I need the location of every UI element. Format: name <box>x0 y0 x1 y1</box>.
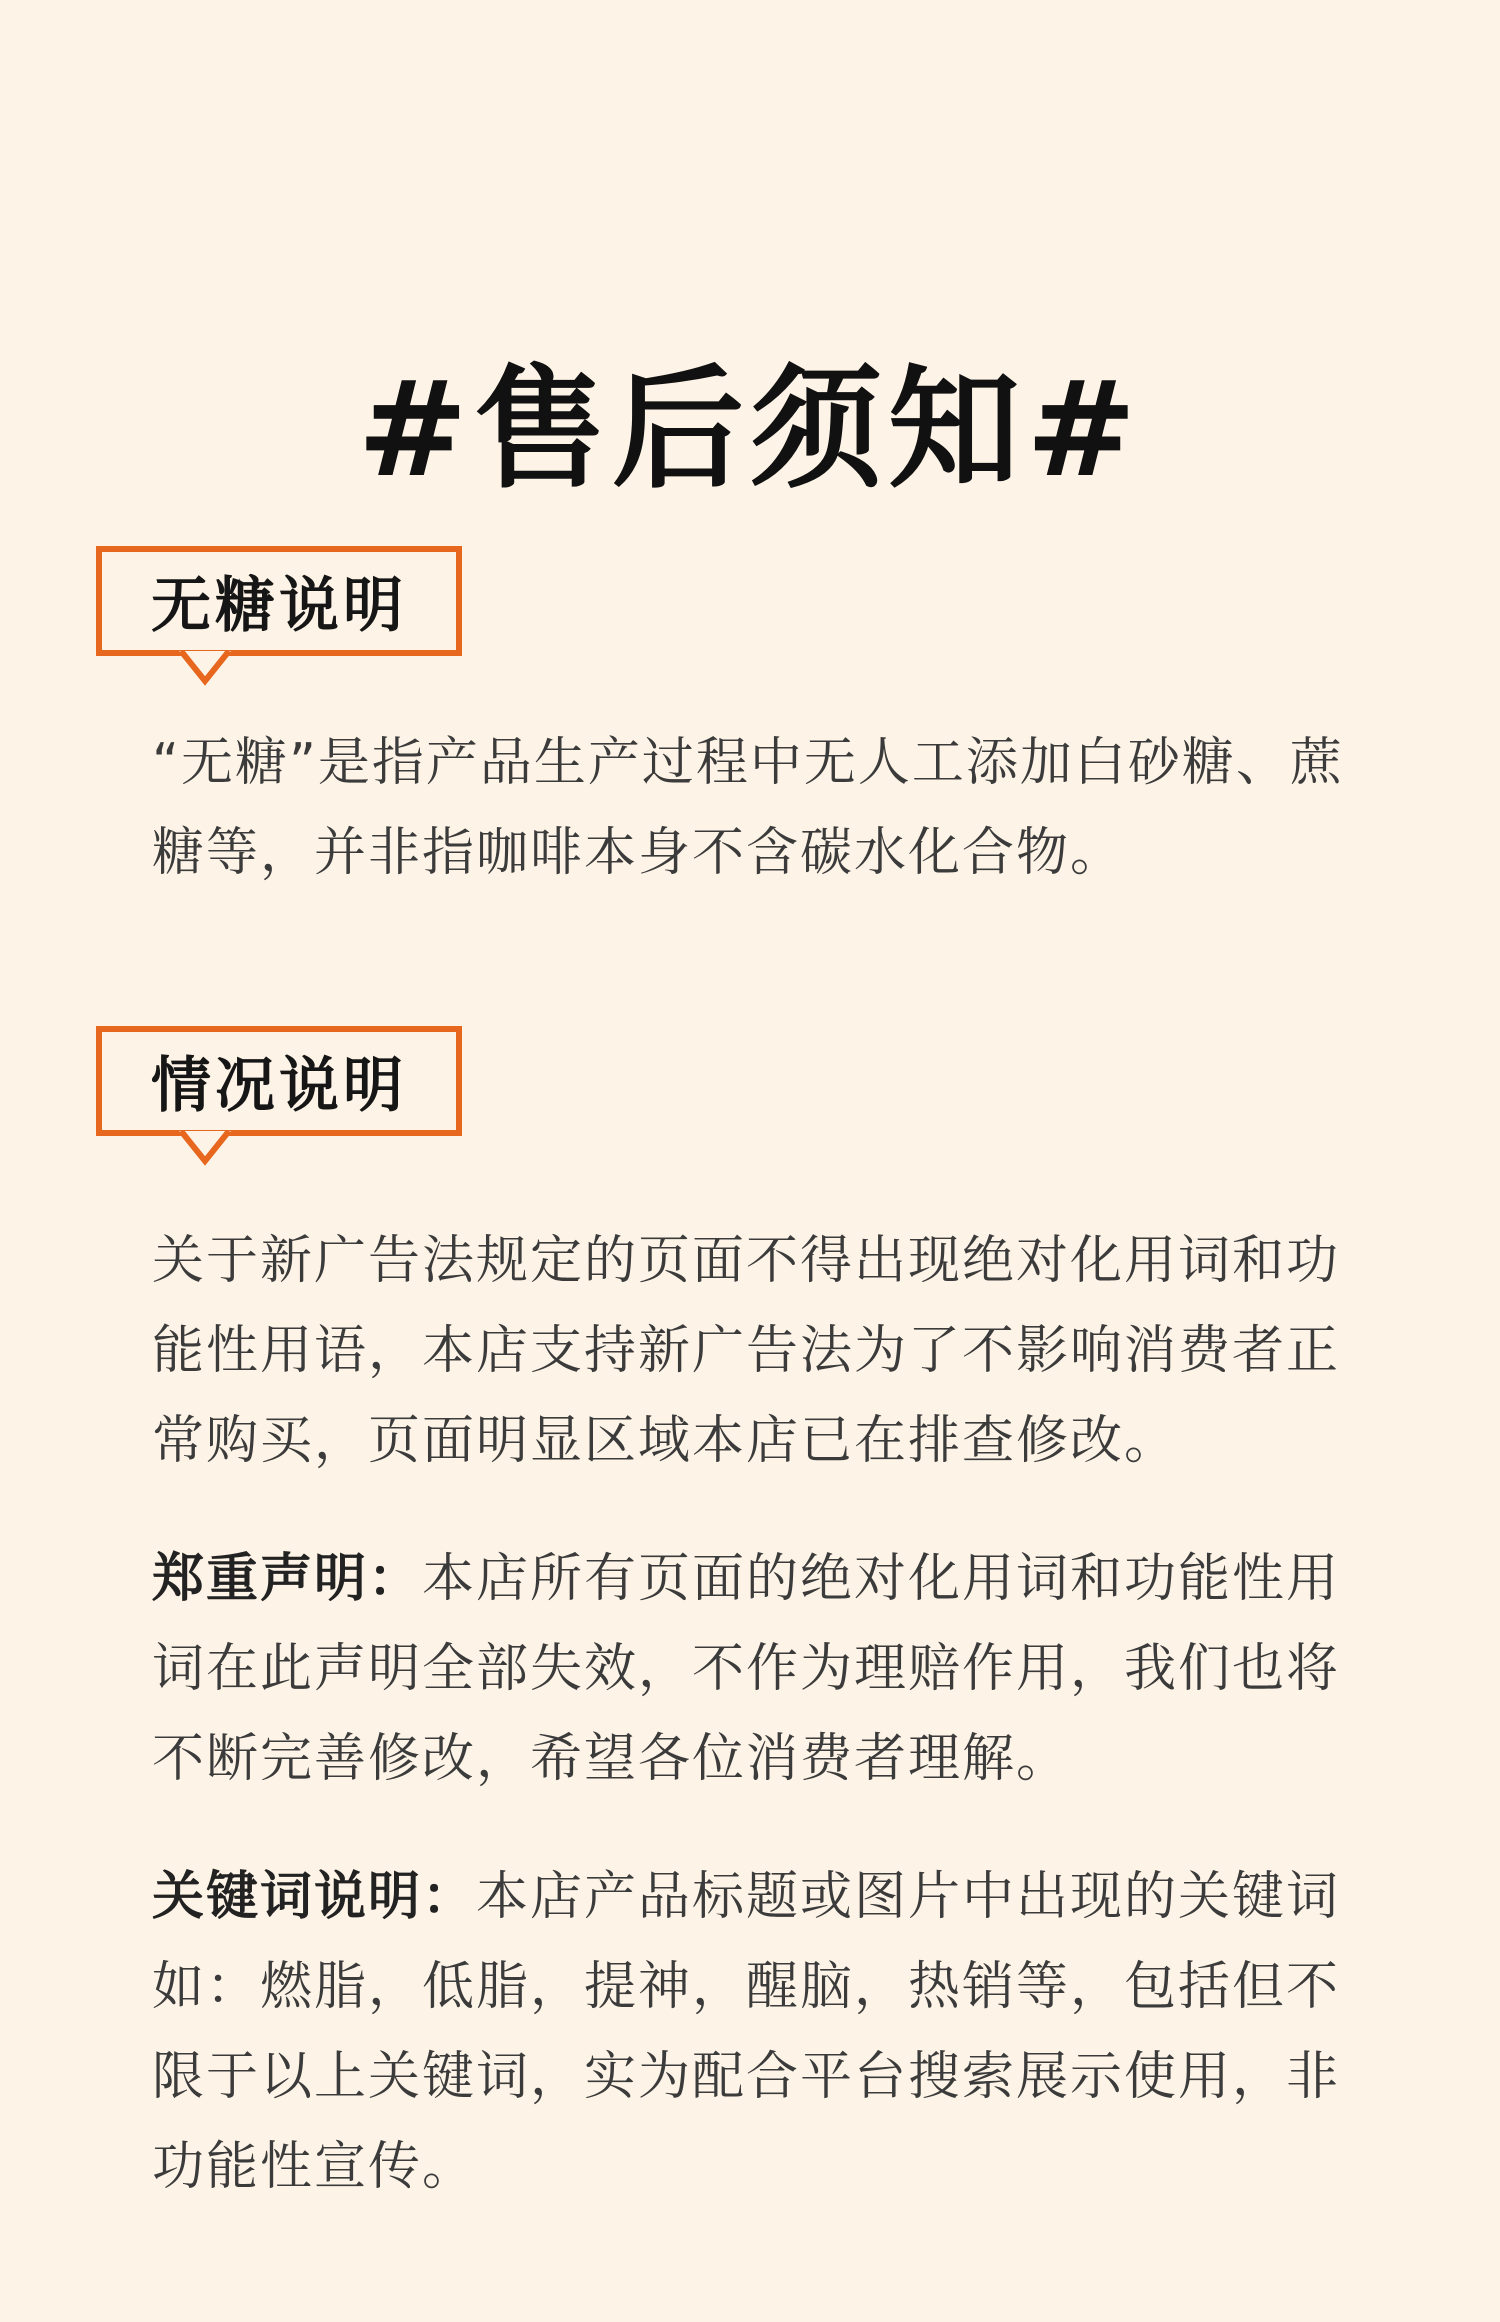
paragraph-text: 本店产品标题或图片中出现的关键词如：燃脂，低脂，提神，醒脑，热销等，包括但不限于以上关键词，实为配合平台搜索展示使用，非功能性宣传。 <box>152 1867 1341 2197</box>
paragraph-label: 郑重声明： <box>152 1549 423 1609</box>
speech-pointer-icon <box>179 1131 231 1167</box>
paragraph-ad-law <box>152 1216 1352 1486</box>
section-tag-sugar-free <box>96 546 462 656</box>
speech-pointer-icon <box>179 651 231 687</box>
paragraph-sugar-free <box>152 718 1352 898</box>
paragraph-text: 关于新广告法规定的页面不得出现绝对化用词和功能性用语，本店支持新广告法为了不影响消费者正常购买，页面明显区域本店已在排查修改。 <box>152 1231 1341 1471</box>
paragraph-text: 本店所有页面的绝对化用词和功能性用词在此声明全部失效，不作为理赔作用，我们也将不断完善修改，希望各位消费者理解。 <box>152 1549 1341 1789</box>
section-tag-situation <box>96 1026 462 1136</box>
section-heading: 情况说明 <box>151 1051 407 1121</box>
paragraph-keyword-note <box>152 1852 1352 2212</box>
paragraph-solemn-statement <box>152 1534 1352 1804</box>
page-title: #售后须知# <box>357 353 1143 508</box>
paragraph-label: 关键词说明： <box>152 1867 477 1927</box>
paragraph-text: “无糖”是指产品生产过程中无人工添加白砂糖、蔗糖等，并非指咖啡本身不含碳水化合物。 <box>152 733 1344 883</box>
section-heading: 无糖说明 <box>151 571 407 641</box>
